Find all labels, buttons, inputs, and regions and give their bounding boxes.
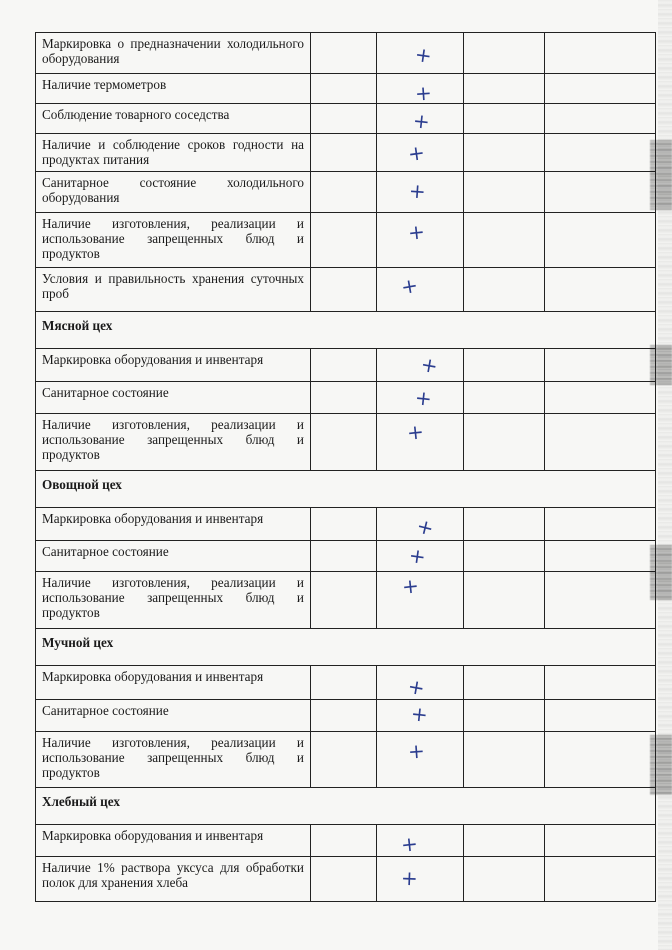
- handwritten-plus-mark: +: [399, 831, 419, 857]
- criterion-text: Санитарное состояние: [36, 382, 311, 414]
- empty-cell: [464, 104, 545, 134]
- compliance-cell: [377, 74, 464, 104]
- compliance-cell: [377, 541, 464, 572]
- checklist-row: [36, 857, 656, 902]
- empty-cell: [464, 508, 545, 541]
- compliance-cell: [377, 382, 464, 414]
- handwritten-plus-mark: +: [419, 351, 440, 379]
- handwritten-plus-mark: +: [406, 139, 427, 167]
- checklist-row: [36, 134, 656, 172]
- empty-cell: [545, 104, 656, 134]
- handwritten-plus-mark: +: [399, 272, 420, 300]
- compliance-cell: [377, 213, 464, 268]
- inspection-checklist: [35, 32, 655, 902]
- handwritten-plus-mark: +: [407, 542, 428, 570]
- checklist-row: [36, 414, 656, 471]
- section-title: Овощной цех: [36, 471, 656, 508]
- checklist-row: [36, 213, 656, 268]
- empty-cell: [545, 414, 656, 471]
- empty-cell: [464, 172, 545, 213]
- empty-cell: [545, 572, 656, 629]
- compliance-cell: [377, 732, 464, 788]
- empty-cell: [464, 74, 545, 104]
- handwritten-plus-mark: +: [414, 80, 433, 106]
- empty-cell: [464, 134, 545, 172]
- compliance-cell: [377, 134, 464, 172]
- handwritten-plus-mark: +: [408, 178, 427, 204]
- checklist-row: [36, 508, 656, 541]
- section-header-row: [36, 629, 656, 666]
- criterion-text: Соблюдение товарного соседства: [36, 104, 311, 134]
- checklist-row: [36, 172, 656, 213]
- empty-cell: [464, 666, 545, 700]
- compliance-cell: [377, 700, 464, 732]
- empty-cell: [464, 213, 545, 268]
- criterion-text: Маркировка оборудования и инвентаря: [36, 349, 311, 382]
- empty-cell: [464, 825, 545, 857]
- empty-cell: [311, 213, 377, 268]
- empty-cell: [311, 825, 377, 857]
- compliance-cell: [377, 857, 464, 902]
- empty-cell: [545, 382, 656, 414]
- compliance-cell: [377, 572, 464, 629]
- empty-cell: [311, 732, 377, 788]
- empty-cell: [311, 268, 377, 312]
- empty-cell: [545, 732, 656, 788]
- handwritten-plus-mark: +: [413, 385, 433, 411]
- section-title: Мясной цех: [36, 312, 656, 349]
- empty-cell: [464, 700, 545, 732]
- empty-cell: [311, 172, 377, 213]
- handwritten-plus-mark: +: [409, 701, 429, 727]
- handwritten-plus-mark: +: [405, 419, 425, 445]
- empty-cell: [464, 414, 545, 471]
- empty-cell: [311, 541, 377, 572]
- empty-cell: [464, 732, 545, 788]
- section-title: Мучной цех: [36, 629, 656, 666]
- empty-cell: [464, 349, 545, 382]
- checklist-row: [36, 700, 656, 732]
- compliance-cell: [377, 508, 464, 541]
- checklist-row: [36, 541, 656, 572]
- checklist-row: [36, 268, 656, 312]
- empty-cell: [545, 74, 656, 104]
- compliance-cell: [377, 414, 464, 471]
- compliance-cell: [377, 104, 464, 134]
- empty-cell: [311, 700, 377, 732]
- criterion-text: Наличие 1% раствора уксуса для обработки полок для хранения хлеба: [36, 857, 311, 902]
- handwritten-plus-mark: +: [406, 673, 427, 701]
- compliance-cell: [377, 172, 464, 213]
- empty-cell: [545, 33, 656, 74]
- empty-cell: [545, 134, 656, 172]
- empty-cell: [311, 33, 377, 74]
- handwritten-plus-mark: +: [400, 865, 419, 891]
- empty-cell: [545, 172, 656, 213]
- checklist-body: [36, 33, 656, 902]
- empty-cell: [545, 268, 656, 312]
- empty-cell: [311, 74, 377, 104]
- empty-cell: [311, 414, 377, 471]
- criterion-text: Наличие термометров: [36, 74, 311, 104]
- empty-cell: [311, 572, 377, 629]
- checklist-row: [36, 349, 656, 382]
- compliance-cell: [377, 349, 464, 382]
- empty-cell: [545, 508, 656, 541]
- empty-cell: [545, 700, 656, 732]
- empty-cell: [311, 134, 377, 172]
- handwritten-plus-mark: +: [407, 738, 426, 764]
- criterion-text: Условия и правильность хранения суточных проб: [36, 268, 311, 312]
- checklist-row: [36, 666, 656, 700]
- checklist-row: [36, 74, 656, 104]
- criterion-text: Наличие и соблюдение сроков годности на продуктах питания: [36, 134, 311, 172]
- checklist-row: [36, 825, 656, 857]
- empty-cell: [545, 349, 656, 382]
- handwritten-plus-mark: +: [406, 219, 426, 245]
- section-header-row: [36, 471, 656, 508]
- empty-cell: [545, 857, 656, 902]
- empty-cell: [311, 382, 377, 414]
- empty-cell: [311, 104, 377, 134]
- empty-cell: [311, 857, 377, 902]
- criterion-text: Маркировка о предназначении холодильного оборудования: [36, 33, 311, 74]
- checklist-row: [36, 572, 656, 629]
- section-header-row: [36, 312, 656, 349]
- handwritten-plus-mark: +: [413, 41, 434, 69]
- section-title: Хлебный цех: [36, 788, 656, 825]
- criterion-text: Наличие изготовления, реализации и использование запрещенных блюд и продуктов: [36, 213, 311, 268]
- checklist-row: [36, 382, 656, 414]
- checklist-row: [36, 732, 656, 788]
- empty-cell: [545, 666, 656, 700]
- empty-cell: [464, 33, 545, 74]
- empty-cell: [464, 382, 545, 414]
- criterion-text: Маркировка оборудования и инвентаря: [36, 825, 311, 857]
- compliance-cell: [377, 666, 464, 700]
- empty-cell: [311, 349, 377, 382]
- checklist-table: [35, 32, 656, 902]
- empty-cell: [545, 541, 656, 572]
- criterion-text: Наличие изготовления, реализации и использование запрещенных блюд и продуктов: [36, 414, 311, 471]
- compliance-cell: [377, 268, 464, 312]
- handwritten-plus-mark: +: [400, 573, 420, 599]
- empty-cell: [311, 508, 377, 541]
- compliance-cell: [377, 825, 464, 857]
- criterion-text: Санитарное состояние: [36, 700, 311, 732]
- criterion-text: Санитарное состояние: [36, 541, 311, 572]
- empty-cell: [545, 213, 656, 268]
- handwritten-plus-mark: +: [411, 108, 431, 134]
- criterion-text: Маркировка оборудования и инвентаря: [36, 508, 311, 541]
- checklist-row: [36, 104, 656, 134]
- section-header-row: [36, 788, 656, 825]
- empty-cell: [311, 666, 377, 700]
- compliance-cell: [377, 33, 464, 74]
- criterion-text: Маркировка оборудования и инвентаря: [36, 666, 311, 700]
- empty-cell: [464, 268, 545, 312]
- criterion-text: Санитарное состояние холодильного оборудования: [36, 172, 311, 213]
- empty-cell: [545, 825, 656, 857]
- empty-cell: [464, 541, 545, 572]
- criterion-text: Наличие изготовления, реализации и использование запрещенных блюд и продуктов: [36, 732, 311, 788]
- checklist-row: [36, 33, 656, 74]
- criterion-text: Наличие изготовления, реализации и использование запрещенных блюд и продуктов: [36, 572, 311, 629]
- empty-cell: [464, 857, 545, 902]
- handwritten-plus-mark: +: [414, 513, 437, 541]
- empty-cell: [464, 572, 545, 629]
